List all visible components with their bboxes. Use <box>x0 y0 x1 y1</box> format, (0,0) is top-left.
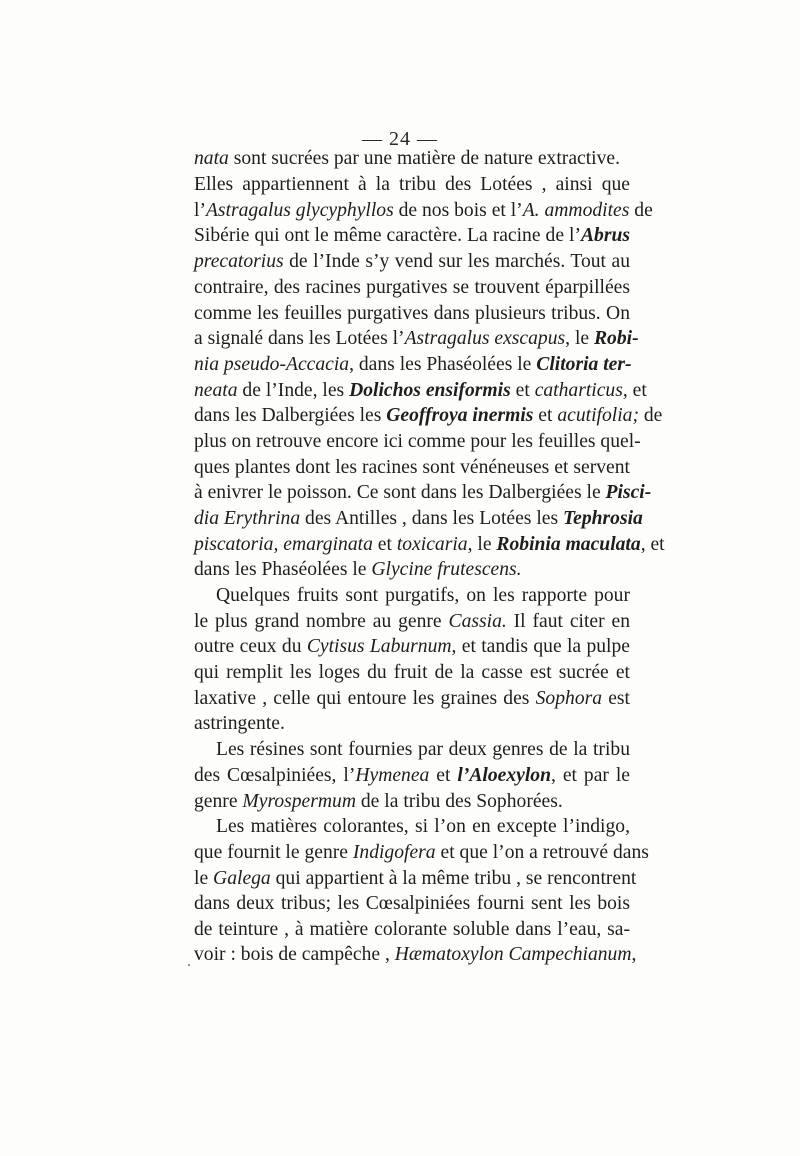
text-run: astringente. <box>194 713 285 734</box>
text-run: outre ceux du <box>194 636 307 657</box>
text-line <box>194 250 630 274</box>
text-run: dans deux tribus; les Cœsalpiniées fourni sent les bois <box>194 893 630 914</box>
text-line <box>194 199 653 223</box>
text-run: de nos bois et l’ <box>393 200 523 221</box>
botanical-name: Cassia. <box>448 611 507 632</box>
text-line <box>194 353 630 377</box>
text-line <box>194 790 630 814</box>
text-run: a signalé dans les Lotées l’ <box>194 328 405 349</box>
text-run: qui remplit les loges du fruit de la casse est sucrée et <box>194 662 630 683</box>
botanical-name: dia Erythrina <box>194 508 301 529</box>
text-line <box>194 456 630 480</box>
text-run: , le <box>565 328 594 349</box>
text-run: Les matières colorantes, si l’on en excepte l’indigo, <box>216 816 630 837</box>
botanical-name: Astragalus exscapus <box>404 328 566 349</box>
text-line <box>194 507 643 531</box>
text-line <box>194 533 665 557</box>
botanical-name: catharticus <box>534 380 623 401</box>
botanical-name: Indigofera <box>352 842 436 863</box>
text-run: Elles appartiennent à la tribu des Lotées , ainsi que <box>194 174 630 195</box>
botanical-name: acutifolia; <box>557 405 639 426</box>
text-run: , <box>631 944 637 965</box>
text-line <box>194 867 637 891</box>
botanical-name: precatorius <box>194 251 284 272</box>
text-run: et <box>372 534 397 555</box>
botanical-name: toxicaria <box>396 534 468 555</box>
text-run: que fournit le genre <box>194 842 353 863</box>
print-speck <box>188 964 190 966</box>
text-run: Sibérie qui ont le même caractère. La racine de l’ <box>194 225 581 246</box>
text-line <box>194 327 639 351</box>
botanical-name: l’Aloexylon <box>457 765 551 786</box>
text-line <box>194 481 652 505</box>
botanical-name: Geoffroya inermis <box>386 405 534 426</box>
botanical-name: Dolichos ensiformis <box>349 380 511 401</box>
botanical-name: Galega <box>213 868 271 889</box>
botanical-name: Tephrosia <box>562 508 643 529</box>
text-run: de la tribu des Sophorées. <box>355 791 563 812</box>
text-run: le <box>194 868 214 889</box>
text-run: sont sucrées par une matière de nature extractive. <box>228 148 620 169</box>
text-run: , et <box>640 534 665 555</box>
text-run: des Cœsalpiniées, l’ <box>194 765 356 786</box>
botanical-name: neata <box>194 380 238 401</box>
text-run: dans les Phaséolées le <box>194 559 372 580</box>
text-run: contraire, des racines purgatives se trouvent éparpillées <box>194 277 630 298</box>
text-line <box>194 841 649 865</box>
text-run: le plus grand nombre au genre <box>194 611 449 632</box>
text-run: de <box>638 405 663 426</box>
text-run: dans les Dalbergiées les <box>194 405 387 426</box>
botanical-name: A. ammodites <box>522 200 630 221</box>
text-run: Les résines sont fournies par deux genres de la tribu <box>216 739 630 760</box>
text-run: voir : bois de campêche , <box>194 944 395 965</box>
text-run: l’ <box>194 200 206 221</box>
botanical-name: Myrospermum <box>242 791 356 812</box>
text-line <box>194 661 630 685</box>
text-run: comme les feuilles purgatives dans plusieurs tribus. On <box>194 303 630 324</box>
botanical-name: nata <box>194 148 229 169</box>
text-line <box>194 379 647 403</box>
botanical-name: Astragalus glycyphyllos <box>205 200 394 221</box>
botanical-name: Clitoria ter- <box>536 354 632 375</box>
text-line <box>194 892 630 916</box>
text-run: , le <box>467 534 497 555</box>
text-run: Il faut citer en <box>506 611 630 632</box>
text-run: , et par le <box>550 765 630 786</box>
botanical-name: piscatoria, emarginata <box>194 534 373 555</box>
text-line <box>216 815 630 839</box>
botanical-name: Glycine frutescens. <box>371 559 522 580</box>
text-run: à enivrer le poisson. Ce sont dans les Dalbergiées le <box>194 482 606 503</box>
text-line <box>194 558 630 582</box>
botanical-name: Robi- <box>593 328 639 349</box>
text-run: qui appartient à la même tribu , se rencontrent <box>270 868 637 889</box>
text-run: laxative , celle qui entoure les graines des <box>194 688 536 709</box>
text-run: , et tandis que la pulpe <box>451 636 630 657</box>
text-run: et <box>533 405 558 426</box>
text-line <box>194 943 637 967</box>
botanical-name: Sophora <box>535 688 603 709</box>
text-line <box>194 302 630 326</box>
botanical-name: Hymenea <box>355 765 430 786</box>
text-line <box>194 276 630 300</box>
botanical-name: Robinia maculata <box>496 534 641 555</box>
text-line <box>194 404 663 428</box>
text-run: et <box>429 765 458 786</box>
text-run: , et <box>622 380 647 401</box>
text-run: et <box>510 380 535 401</box>
text-run: genre <box>194 791 243 812</box>
text-run: et que l’on a retrouvé dans <box>435 842 649 863</box>
text-run: de l’Inde s’y vend sur les marchés. Tout au <box>283 251 630 272</box>
text-line <box>194 764 630 788</box>
text-line <box>194 918 630 942</box>
text-run: est <box>602 688 630 709</box>
text-line <box>194 687 630 711</box>
botanical-name: Pisci- <box>605 482 652 503</box>
botanical-name: nia pseudo-Accacia <box>194 354 350 375</box>
text-line <box>194 147 630 171</box>
botanical-name: Abrus <box>580 225 630 246</box>
page-number: — 24 — <box>362 128 438 150</box>
text-line <box>194 712 630 736</box>
text-line <box>216 584 630 608</box>
text-run: de l’Inde, les <box>237 380 350 401</box>
text-run: de teinture , à matière colorante soluble dans l’eau, sa- <box>194 919 630 940</box>
text-line <box>194 224 630 248</box>
text-line <box>194 430 641 454</box>
text-line <box>194 635 630 659</box>
text-line <box>216 738 630 762</box>
text-run: , dans les Phaséolées le <box>349 354 537 375</box>
botanical-name: Cytisus Laburnum <box>306 636 452 657</box>
text-line <box>194 610 630 634</box>
text-line <box>194 173 630 197</box>
text-run: plus on retrouve encore ici comme pour les feuilles quel- <box>194 431 641 452</box>
text-run: Quelques fruits sont purgatifs, on les rapporte pour <box>216 585 630 606</box>
botanical-name: Hæmatoxylon Campechianum <box>394 944 632 965</box>
text-run: ques plantes dont les racines sont vénéneuses et servent <box>194 457 630 478</box>
text-run: des Antilles , dans les Lotées les <box>300 508 563 529</box>
text-run: de <box>629 200 653 221</box>
